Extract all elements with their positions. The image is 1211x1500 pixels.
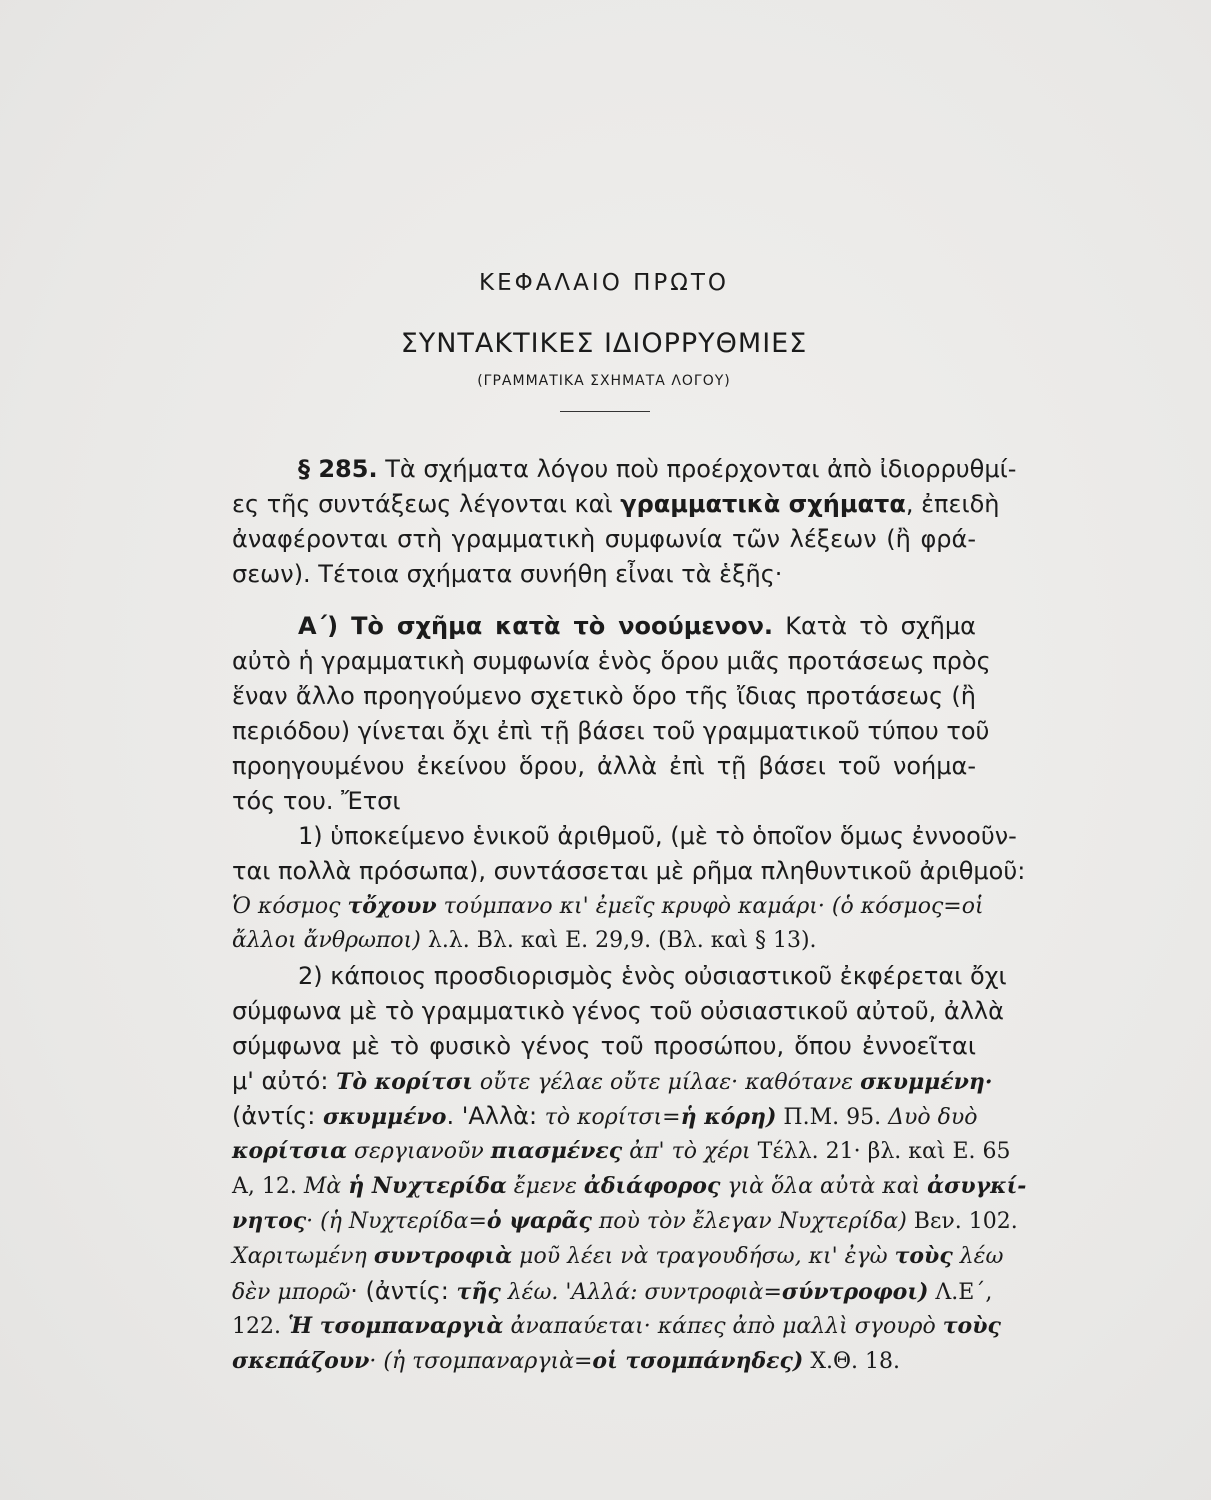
- section-text-2c: , ἐπειδὴ: [905, 490, 1000, 518]
- item2-example-7d: ἔμενε: [506, 1174, 584, 1199]
- item2-example-11d: τοὺς: [942, 1313, 1001, 1339]
- item2-text-4a: μ' αὐτό:: [232, 1067, 337, 1095]
- item2-example-7e: ἀδιάφορος: [583, 1173, 721, 1199]
- item2-example-7b: Μὰ: [303, 1174, 349, 1199]
- item2-reference-11a: 122.: [232, 1314, 288, 1339]
- item1-reference: λ.λ. Βλ. καὶ Ε. 29,9. (Βλ. καὶ § 13).: [427, 928, 817, 953]
- item2-example-9c: μοῦ λέει νὰ τραγουδήσω, κι' ἐγὼ: [512, 1244, 895, 1269]
- item2-line-2: σύμφωνα μὲ τὸ γραμματικὸ γένος τοῦ οὐσιαστικοῦ αὐτοῦ, ἀλλὰ: [232, 997, 1004, 1025]
- part-a-line-5: προηγουμένου ἐκείνου ὅρου, ἀλλὰ ἐπὶ τῇ βάσει τοῦ νοήμα-: [232, 752, 976, 780]
- section-line-3: ἀναφέρονται στὴ γραμματικὴ συμφωνία τῶν λέξεων (ἢ φρά-: [232, 525, 976, 553]
- grammatical-figures-term: γραμματικὰ σχήματα: [620, 490, 906, 518]
- item1-example-a: Ὁ κόσμος: [232, 894, 348, 919]
- item2-text-5a: (ἀντίς:: [232, 1102, 323, 1130]
- item2-example-8a: νητος: [232, 1208, 307, 1234]
- item2-example-5g: Δυὸ δυὸ: [888, 1105, 978, 1130]
- section-line-4: σεων). Τέτοια σχήματα συνήθη εἶναι τὰ ἑξῆς·: [232, 560, 783, 588]
- item2-example-4b: Τὸ κορίτσι: [336, 1069, 473, 1095]
- item2-line-12: [232, 1344, 976, 1378]
- item1-line-3: [232, 889, 984, 923]
- item2-example-8d: ποὺ τὸν ἔλεγαν Νυχτερίδα): [591, 1209, 907, 1234]
- section-line-2: [232, 487, 1000, 521]
- item2-example-7f: γιὰ ὅλα αὐτὰ καὶ: [720, 1174, 928, 1199]
- section-text-1: Τὰ σχήματα λόγου ποὺ προέρχονται ἀπὸ ἰδιορρυθμί-: [385, 455, 1017, 483]
- item2-reference-5f: Π.Μ. 95.: [776, 1105, 889, 1130]
- item2-line-5: [232, 1099, 976, 1133]
- item2-reference-12d: Χ.Θ. 18.: [803, 1349, 900, 1374]
- item2-example-10d: λέω. 'Αλλά:: [500, 1280, 645, 1305]
- item2-reference-10g: Λ.Ε΄,: [928, 1280, 993, 1305]
- part-a-text-1: Κατὰ τὸ σχῆμα: [773, 612, 976, 640]
- item2-example-7g: ἀσυγκί-: [927, 1173, 1027, 1199]
- item2-example-6d: ἀπ' τὸ χέρι: [622, 1139, 751, 1164]
- item2-example-6c: πιασμένες: [490, 1138, 623, 1164]
- item2-example-12c: οἱ τσομπάνηδες): [592, 1348, 804, 1374]
- chapter-subtitle: (ΓΡΑΜΜΑΤΙΚΑ ΣΧΗΜΑΤΑ ΛΟΓΟΥ): [477, 373, 731, 389]
- chapter-title: ΣΥΝΤΑΚΤΙΚΕΣ ΙΔΙΟΡΡΥΘΜΙΕΣ: [400, 328, 808, 359]
- item2-line-8: [232, 1204, 1018, 1238]
- section-line-1: [298, 452, 1017, 486]
- item2-example-10c: τῆς: [456, 1279, 501, 1305]
- item2-example-10e: συντροφιὰ=: [644, 1280, 782, 1305]
- item2-example-12a: σκεπάζουν: [232, 1348, 370, 1374]
- item2-example-9e: λέω: [952, 1244, 1004, 1269]
- item2-example-5d: τὸ κορίτσι=: [544, 1105, 681, 1130]
- item2-example-12b: · (ἡ τσομπαναργιὰ=: [369, 1349, 593, 1374]
- item1-example-b: τὄχουν: [347, 893, 437, 919]
- item2-line-4: [232, 1064, 993, 1098]
- item2-example-9d: τοὺς: [894, 1243, 953, 1269]
- item2-example-4c: οὔτε γέλαε οὔτε μίλαε· καθότανε: [472, 1070, 861, 1095]
- item2-reference-6e: Τέλλ. 21· βλ. καὶ Ε. 65: [750, 1139, 1011, 1164]
- part-a-line-2: αὐτὸ ἡ γραμματικὴ συμφωνία ἑνὸς ὅρου μιᾶς προτάσεως πρὸς: [232, 647, 991, 675]
- item2-example-7c: ἡ Νυχτερίδα: [348, 1173, 507, 1199]
- item2-example-5e: ἡ κόρη): [680, 1104, 777, 1130]
- item2-reference-7a: Α, 12.: [232, 1174, 304, 1199]
- item2-line-3: σύμφωνα μὲ τὸ φυσικὸ γένος τοῦ προσώπου, ὅπου ἐννοεῖται: [232, 1032, 976, 1060]
- item2-line-7: [232, 1169, 1027, 1203]
- item2-example-6b: σεργιανοῦν: [347, 1139, 491, 1164]
- item2-example-5b: σκυμμένο: [322, 1104, 447, 1130]
- item2-example-11c: ἀναπαύεται· κάπες ἀπὸ μαλλὶ σγουρὸ: [503, 1314, 943, 1339]
- item2-example-8b: · (ἡ Νυχτερίδα=: [306, 1209, 487, 1234]
- item1-example-d: ἄλλοι ἄνθρωποι): [232, 928, 428, 953]
- chapter-heading: ΚΕΦΑΛΑΙΟ ΠΡΩΤΟ: [478, 270, 729, 296]
- section-number: § 285.: [298, 455, 378, 483]
- item2-example-6a: κορίτσια: [232, 1138, 348, 1164]
- item2-text-10b: · (ἀντίς:: [350, 1277, 457, 1305]
- item1-line-2: ται πολλὰ πρόσωπα), συντάσσεται μὲ ρῆμα πληθυντικοῦ ἀριθμοῦ:: [232, 857, 1026, 885]
- item2-example-9b: συντροφιὰ: [373, 1243, 513, 1269]
- item2-example-8c: ὁ ψαρᾶς: [486, 1208, 592, 1234]
- item2-example-9a: Χαριτωμένη: [232, 1244, 374, 1269]
- item2-line-11: [232, 1309, 1001, 1343]
- item1-line-4: [232, 924, 976, 958]
- item2-reference-8e: Βεν. 102.: [906, 1209, 1018, 1234]
- part-a-line-6: τός του. Ἔτσι: [232, 787, 401, 815]
- item2-line-10: [232, 1274, 993, 1308]
- item2-example-4d: σκυμμένη·: [860, 1069, 993, 1095]
- part-a-line-4: περιόδου) γίνεται ὄχι ἐπὶ τῇ βάσει τοῦ γραμματικοῦ τύπου τοῦ: [232, 717, 990, 745]
- title-divider: [560, 411, 650, 412]
- item1-line-1: 1) ὑποκείμενο ἑνικοῦ ἀριθμοῦ, (μὲ τὸ ὁποῖον ὅμως ἐννοοῦν-: [298, 822, 1017, 850]
- item2-example-11b: Ἡ τσομπαναργιὰ: [287, 1313, 504, 1339]
- item2-text-5c: . 'Αλλὰ:: [446, 1102, 545, 1130]
- item2-example-10a: δὲν μπορῶ: [232, 1280, 351, 1305]
- section-text-2a: ες τῆς συντάξεως λέγονται καὶ: [232, 490, 621, 518]
- item2-line-1: 2) κάποιος προσδιορισμὸς ἑνὸς οὐσιαστικοῦ ἐκφέρεται ὄχι: [298, 962, 1007, 990]
- part-a-heading: Α΄) Τὸ σχῆμα κατὰ τὸ νοούμενον.: [298, 612, 774, 640]
- part-a-line-3: ἕναν ἄλλο προηγούμενο σχετικὸ ὅρο τῆς ἴδιας προτάσεως (ἢ: [232, 682, 976, 710]
- item1-example-c: τούμπανο κι' ἐμεῖς κρυφὸ καμάρι· (ὁ κόσμος=οἱ: [436, 894, 984, 919]
- item2-example-10f: σύντροφοι): [781, 1279, 929, 1305]
- part-a-line-1: [298, 609, 976, 643]
- item2-line-6: [232, 1134, 1011, 1168]
- item2-line-9: [232, 1239, 1004, 1273]
